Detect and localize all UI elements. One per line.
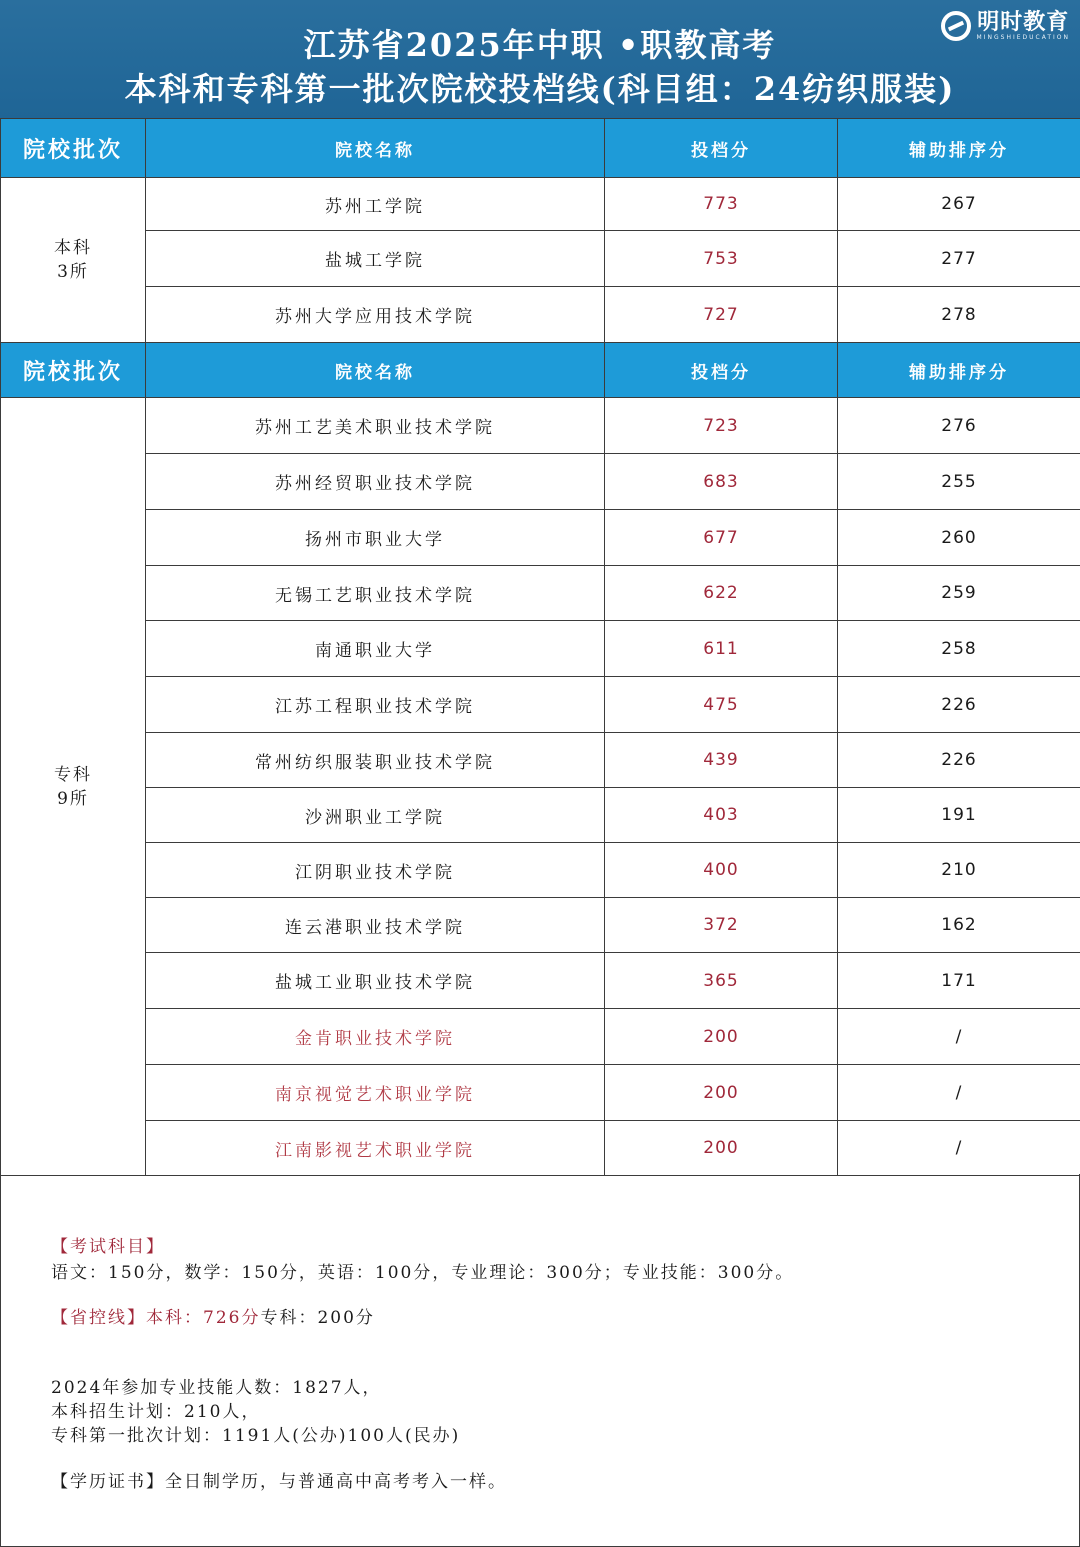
header-aux-score: 辅助排序分 bbox=[838, 343, 1080, 398]
score-cell: 773 bbox=[605, 178, 838, 231]
school-name: 南通职业大学 bbox=[146, 621, 605, 677]
score-cell: 677 bbox=[605, 510, 838, 566]
cert-label: 【学历证书】 bbox=[51, 1472, 165, 1492]
score-cell: 475 bbox=[605, 677, 838, 733]
batch-count: 3所 bbox=[57, 262, 89, 282]
table-row bbox=[1, 398, 1080, 454]
aux-score-cell: 171 bbox=[838, 953, 1080, 1009]
header-batch: 院校批次 bbox=[1, 119, 146, 178]
aux-score-cell: 277 bbox=[838, 231, 1080, 287]
table-row bbox=[1, 566, 1080, 621]
table-row bbox=[1, 1065, 1080, 1121]
header-batch: 院校批次 bbox=[1, 343, 146, 398]
table-row bbox=[1, 677, 1080, 733]
school-name: 金肯职业技术学院 bbox=[146, 1009, 605, 1065]
aux-score-cell: 259 bbox=[838, 566, 1080, 621]
aux-score-cell: / bbox=[838, 1065, 1080, 1121]
table-row bbox=[1, 621, 1080, 677]
score-cell: 753 bbox=[605, 231, 838, 287]
aux-score-cell: 276 bbox=[838, 398, 1080, 454]
table-row bbox=[1, 454, 1080, 510]
header-school-name: 院校名称 bbox=[146, 343, 605, 398]
school-name: 盐城工业职业技术学院 bbox=[146, 953, 605, 1009]
control-label: 【省控线】本科：726分 bbox=[51, 1308, 261, 1328]
score-cell: 683 bbox=[605, 454, 838, 510]
school-name: 连云港职业技术学院 bbox=[146, 898, 605, 953]
score-cell: 200 bbox=[605, 1065, 838, 1121]
table-row bbox=[1, 510, 1080, 566]
aux-score-cell: / bbox=[838, 1121, 1080, 1176]
subjects-label: 【考试科目】 bbox=[51, 1237, 165, 1257]
table-row bbox=[1, 1121, 1080, 1176]
batch-type: 专科 bbox=[54, 764, 92, 785]
score-cell: 622 bbox=[605, 566, 838, 621]
table-row bbox=[1, 733, 1080, 788]
stat-participants: 2024年参加专业技能人数：1827人， bbox=[51, 1378, 382, 1398]
table-row bbox=[1, 287, 1080, 343]
school-name: 苏州工艺美术职业技术学院 bbox=[146, 398, 605, 454]
score-cell: 200 bbox=[605, 1009, 838, 1065]
subjects-text: 语文：150分，数学：150分，英语：100分，专业理论：300分；专业技能：300分。 bbox=[51, 1263, 795, 1283]
table-header-row bbox=[1, 343, 1080, 398]
header-score: 投档分 bbox=[605, 119, 838, 178]
school-name: 苏州经贸职业技术学院 bbox=[146, 454, 605, 510]
school-name: 盐城工学院 bbox=[146, 231, 605, 287]
school-name: 南京视觉艺术职业学院 bbox=[146, 1065, 605, 1121]
table-row bbox=[1, 1009, 1080, 1065]
aux-score-cell: 255 bbox=[838, 454, 1080, 510]
school-name: 江阴职业技术学院 bbox=[146, 843, 605, 898]
score-cell: 200 bbox=[605, 1121, 838, 1176]
table-row bbox=[1, 231, 1080, 287]
school-name: 苏州大学应用技术学院 bbox=[146, 287, 605, 343]
table-row bbox=[1, 843, 1080, 898]
aux-score-cell: 226 bbox=[838, 733, 1080, 788]
school-name: 沙洲职业工学院 bbox=[146, 788, 605, 843]
aux-score-cell: 162 bbox=[838, 898, 1080, 953]
school-name: 江南影视艺术职业学院 bbox=[146, 1121, 605, 1176]
admission-table bbox=[0, 118, 1080, 1176]
aux-score-cell: 267 bbox=[838, 178, 1080, 231]
control-text: 专科：200分 bbox=[260, 1308, 375, 1328]
notes-section bbox=[0, 1174, 1080, 1547]
table-row bbox=[1, 178, 1080, 231]
aux-score-cell: 226 bbox=[838, 677, 1080, 733]
score-cell: 400 bbox=[605, 843, 838, 898]
aux-score-cell: / bbox=[838, 1009, 1080, 1065]
table-row bbox=[1, 898, 1080, 953]
title-line1: 江苏省2025年中职 •职教高考 bbox=[303, 26, 777, 64]
batch-cell bbox=[1, 178, 146, 343]
score-cell: 372 bbox=[605, 898, 838, 953]
score-cell: 365 bbox=[605, 953, 838, 1009]
school-name: 江苏工程职业技术学院 bbox=[146, 677, 605, 733]
table-row bbox=[1, 788, 1080, 843]
score-cell: 403 bbox=[605, 788, 838, 843]
brand-logo bbox=[941, 8, 1070, 44]
score-cell: 723 bbox=[605, 398, 838, 454]
header-school-name: 院校名称 bbox=[146, 119, 605, 178]
header-aux-score: 辅助排序分 bbox=[838, 119, 1080, 178]
batch-count: 9所 bbox=[57, 788, 89, 809]
logo-sub-text: MINGSHIEDUCATION bbox=[976, 33, 1070, 41]
cert-line bbox=[51, 1467, 507, 1492]
score-cell: 611 bbox=[605, 621, 838, 677]
stat-junior-plan: 专科第一批次计划：1191人(公办)100人(民办) bbox=[51, 1426, 461, 1446]
table-row bbox=[1, 953, 1080, 1009]
school-name: 苏州工学院 bbox=[146, 178, 605, 231]
aux-score-cell: 258 bbox=[838, 621, 1080, 677]
aux-score-cell: 278 bbox=[838, 287, 1080, 343]
school-name: 常州纺织服装职业技术学院 bbox=[146, 733, 605, 788]
mingshi-logo-icon bbox=[941, 11, 971, 41]
batch-cell bbox=[1, 398, 146, 1176]
school-name: 扬州市职业大学 bbox=[146, 510, 605, 566]
aux-score-cell: 191 bbox=[838, 788, 1080, 843]
cert-text: 全日制学历，与普通高中高考考入一样。 bbox=[165, 1472, 507, 1492]
aux-score-cell: 210 bbox=[838, 843, 1080, 898]
score-cell: 727 bbox=[605, 287, 838, 343]
table-header-row bbox=[1, 119, 1080, 178]
stat-undergrad-plan: 本科招生计划：210人， bbox=[51, 1402, 261, 1422]
aux-score-cell: 260 bbox=[838, 510, 1080, 566]
score-cell: 439 bbox=[605, 733, 838, 788]
header-score: 投档分 bbox=[605, 343, 838, 398]
page-header bbox=[0, 0, 1080, 118]
control-line bbox=[51, 1303, 375, 1328]
batch-type: 本科 bbox=[54, 238, 92, 258]
title-line2: 本科和专科第一批次院校投档线(科目组：24纺织服装) bbox=[124, 70, 956, 108]
school-name: 无锡工艺职业技术学院 bbox=[146, 566, 605, 621]
logo-brand-text: 明时教育 bbox=[977, 9, 1070, 35]
